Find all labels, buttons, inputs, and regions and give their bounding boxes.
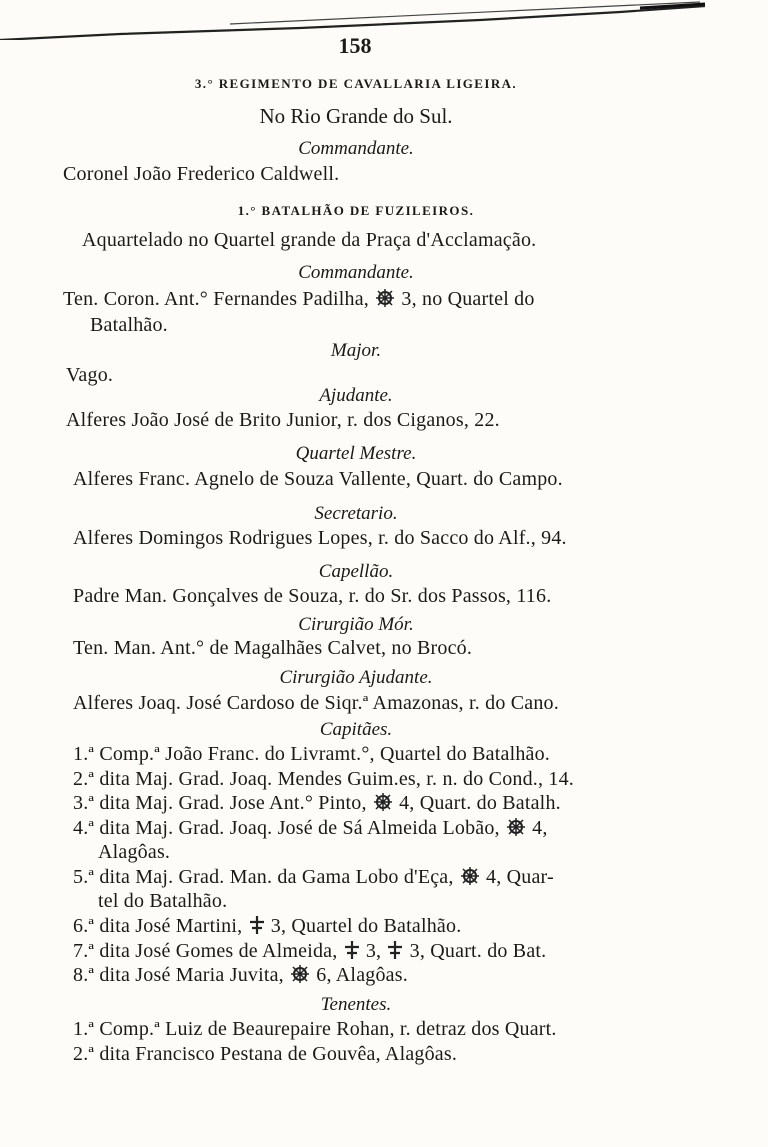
capitao-row-5-name: 5.ª dita Maj. Grad. Man. da Gama Lobo d'Eça,: [73, 866, 454, 888]
capitao-row-4-count: 4,: [532, 817, 548, 839]
major-title: Major.: [330, 340, 382, 361]
capitao-row-5-cont: tel do Batalhão.: [98, 890, 228, 912]
capitao-row-6-location: 3, Quartel do Batalhão.: [270, 915, 462, 937]
capitao-row-8-name: 8.ª dita José Maria Juvita,: [73, 964, 284, 986]
capitao-row-4-cont: Alagôas.: [98, 841, 171, 863]
capitaes-title: Capitães.: [319, 719, 393, 740]
page-number: 158: [338, 33, 372, 58]
capitao-row-7-name: 7.ª dita José Gomes de Almeida,: [73, 940, 338, 962]
capitao-row-8-location: 6, Alagôas.: [316, 964, 408, 986]
quartel-mestre-title: Quartel Mestre.: [295, 443, 417, 464]
capitao-row-7-location: 3, Quart. do Bat.: [409, 940, 547, 962]
order-cross-icon: [386, 940, 404, 960]
cirurgiao-mor-title: Cirurgião Mór.: [298, 614, 414, 635]
regiment-commandant: Coronel João Frederico Caldwell.: [63, 163, 340, 185]
capitao-row-4: [73, 817, 768, 840]
capitao-row-2: 2.ª dita Maj. Grad. Joaq. Mendes Guim.es, r. n. do Cond., 14.: [73, 768, 574, 790]
ajudante-title: Ajudante.: [319, 385, 393, 406]
order-cross-icon: [343, 940, 361, 960]
capitao-row-3-location: 4, Quart. do Batalh.: [399, 792, 561, 814]
capitao-row-5: [73, 866, 768, 889]
regiment-commandant-title: Commandante.: [298, 138, 414, 159]
order-medal-icon: [505, 817, 527, 837]
capitao-row-8: [73, 964, 768, 987]
capitao-row-6-name: 6.ª dita José Martini,: [73, 915, 243, 937]
capitao-row-7-count: 3,: [365, 940, 382, 962]
regiment-heading: 3.° REGIMENTO DE CAVALLARIA LIGEIRA.: [194, 76, 518, 91]
capitao-row-4-name: 4.ª dita Maj. Grad. Joaq. José de Sá Almeida Lobão,: [73, 817, 500, 839]
ajudante: Alferes João José de Brito Junior, r. dos Ciganos, 22.: [66, 409, 500, 431]
quartel-mestre: Alferes Franc. Agnelo de Souza Vallente, Quart. do Campo.: [73, 468, 563, 490]
battalion-commandant-location: 3, no Quartel do: [401, 288, 535, 310]
battalion-commandant: [63, 288, 768, 311]
order-medal-icon: [372, 792, 394, 812]
capitao-row-3: [73, 792, 768, 815]
capitao-row-6: [73, 915, 768, 938]
secretario: Alferes Domingos Rodrigues Lopes, r. do Sacco do Alf., 94.: [73, 527, 567, 549]
battalion-commandant-cont: Batalhão.: [90, 314, 168, 336]
capitao-row-7: [73, 940, 768, 963]
cirurgiao-mor: Ten. Man. Ant.° de Magalhães Calvet, no Brocó.: [73, 637, 473, 659]
major: Vago.: [66, 364, 114, 386]
location: No Rio Grande do Sul.: [259, 104, 453, 128]
battalion-commandant-title: Commandante.: [298, 262, 414, 283]
capitao-row-5-location: 4, Quar-: [486, 866, 554, 888]
secretario-title: Secretario.: [314, 503, 398, 524]
order-cross-icon: [248, 915, 266, 935]
tenente-row-2: 2.ª dita Francisco Pestana de Gouvêa, Alagôas.: [73, 1043, 458, 1065]
order-medal-icon: [374, 288, 396, 308]
cirurgiao-ajudante: Alferes Joaq. José Cardoso de Siqr.ª Amazonas, r. do Cano.: [73, 692, 559, 714]
capellao: Padre Man. Gonçalves de Souza, r. do Sr. dos Passos, 116.: [73, 585, 552, 607]
barracks: Aquartelado no Quartel grande da Praça d'Acclamação.: [82, 229, 537, 251]
battalion-commandant-name: Ten. Coron. Ant.° Fernandes Padilha,: [63, 288, 369, 310]
capitao-row-1: 1.ª Comp.ª João Franc. do Livramt.°, Quartel do Batalhão.: [73, 743, 551, 765]
cirurgiao-ajudante-title: Cirurgião Ajudante.: [279, 667, 433, 688]
battalion-heading: 1.° BATALHÃO DE FUZILEIROS.: [237, 203, 475, 218]
order-medal-icon: [289, 964, 311, 984]
tenente-row-1: 1.ª Comp.ª Luiz de Beaurepaire Rohan, r. detraz dos Quart.: [73, 1018, 557, 1040]
capellao-title: Capellão.: [318, 561, 394, 582]
tenentes-title: Tenentes.: [320, 994, 392, 1015]
order-medal-icon: [459, 866, 481, 886]
capitao-row-3-name: 3.ª dita Maj. Grad. Jose Ant.° Pinto,: [73, 792, 367, 814]
